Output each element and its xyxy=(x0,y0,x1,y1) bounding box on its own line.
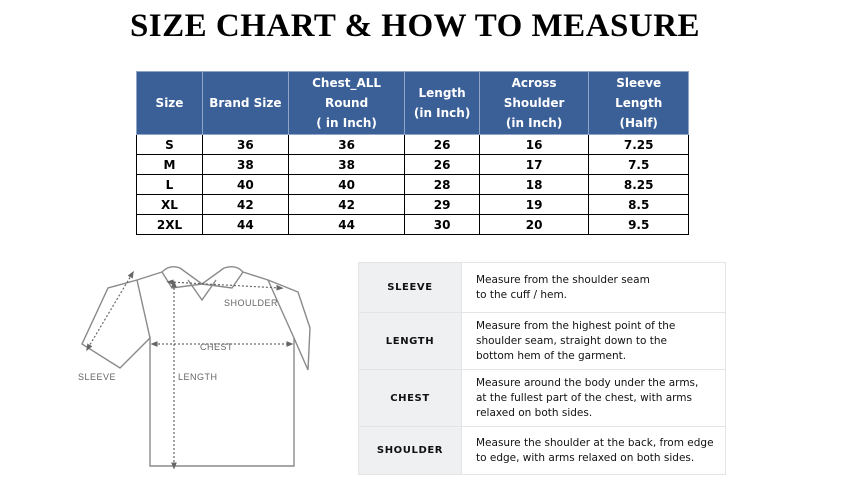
cell-size: XL xyxy=(137,195,203,215)
cell-across-shoulder: 19 xyxy=(479,195,589,215)
header-across-shoulder: Across Shoulder (in Inch) xyxy=(479,72,589,135)
measure-description: Measure from the shoulder seam to the cuff / hem. xyxy=(462,263,726,313)
table-row xyxy=(137,175,689,195)
measure-row xyxy=(359,427,726,475)
table-row xyxy=(137,195,689,215)
cell-size: 2XL xyxy=(137,215,203,235)
cell-chest: 36 xyxy=(288,135,405,155)
page-title: SIZE CHART & HOW TO MEASURE xyxy=(129,8,701,44)
cell-across-shoulder: 16 xyxy=(479,135,589,155)
measure-guide-table xyxy=(358,262,726,475)
shoulder-label: SHOULDER xyxy=(224,298,279,308)
table-row xyxy=(137,155,689,175)
sleeve-arrow xyxy=(88,274,132,348)
shirt-outline xyxy=(82,267,310,466)
measure-row xyxy=(359,263,726,313)
cell-sleeve-length: 7.5 xyxy=(589,155,689,175)
header-sleeve-length: Sleeve Length (Half) xyxy=(589,72,689,135)
measure-description: Measure the shoulder at the back, from edge to edge, with arms relaxed on both sides. xyxy=(462,427,726,475)
cell-chest: 40 xyxy=(288,175,405,195)
cell-sleeve-length: 8.25 xyxy=(589,175,689,195)
measure-row xyxy=(359,313,726,370)
sleeve-label: SLEEVE xyxy=(78,372,117,382)
cell-size: L xyxy=(137,175,203,195)
cell-across-shoulder: 18 xyxy=(479,175,589,195)
cell-across-shoulder: 17 xyxy=(479,155,589,175)
length-label: LENGTH xyxy=(178,372,218,382)
table-header-row xyxy=(137,72,689,135)
cell-chest: 44 xyxy=(288,215,405,235)
cell-brand-size: 36 xyxy=(202,135,288,155)
cell-length: 30 xyxy=(405,215,479,235)
cell-brand-size: 40 xyxy=(202,175,288,195)
cell-brand-size: 38 xyxy=(202,155,288,175)
header-brand-size: Brand Size xyxy=(202,72,288,135)
cell-across-shoulder: 20 xyxy=(479,215,589,235)
cell-size: M xyxy=(137,155,203,175)
header-length: Length (in Inch) xyxy=(405,72,479,135)
cell-chest: 42 xyxy=(288,195,405,215)
cell-length: 26 xyxy=(405,135,479,155)
cell-length: 28 xyxy=(405,175,479,195)
cell-length: 26 xyxy=(405,155,479,175)
measure-description: Measure from the highest point of the shoulder seam, straight down to the bottom hem of the garment. xyxy=(462,313,726,370)
cell-length: 29 xyxy=(405,195,479,215)
cell-size: S xyxy=(137,135,203,155)
measure-key: LENGTH xyxy=(359,313,462,370)
measure-key: SLEEVE xyxy=(359,263,462,313)
cell-sleeve-length: 8.5 xyxy=(589,195,689,215)
table-row xyxy=(137,215,689,235)
cell-sleeve-length: 9.5 xyxy=(589,215,689,235)
table-row xyxy=(137,135,689,155)
chest-label: CHEST xyxy=(200,342,234,352)
measure-row xyxy=(359,370,726,427)
size-chart-table xyxy=(136,71,689,235)
cell-chest: 38 xyxy=(288,155,405,175)
measure-key: CHEST xyxy=(359,370,462,427)
measure-key: SHOULDER xyxy=(359,427,462,475)
header-size: Size xyxy=(137,72,203,135)
cell-brand-size: 44 xyxy=(202,215,288,235)
cell-brand-size: 42 xyxy=(202,195,288,215)
measure-description: Measure around the body under the arms, at the fullest part of the chest, with arms relaxed on both sides. xyxy=(462,370,726,427)
header-chest: Chest_ALL Round ( in Inch) xyxy=(288,72,405,135)
cell-sleeve-length: 7.25 xyxy=(589,135,689,155)
shirt-diagram xyxy=(62,258,322,472)
